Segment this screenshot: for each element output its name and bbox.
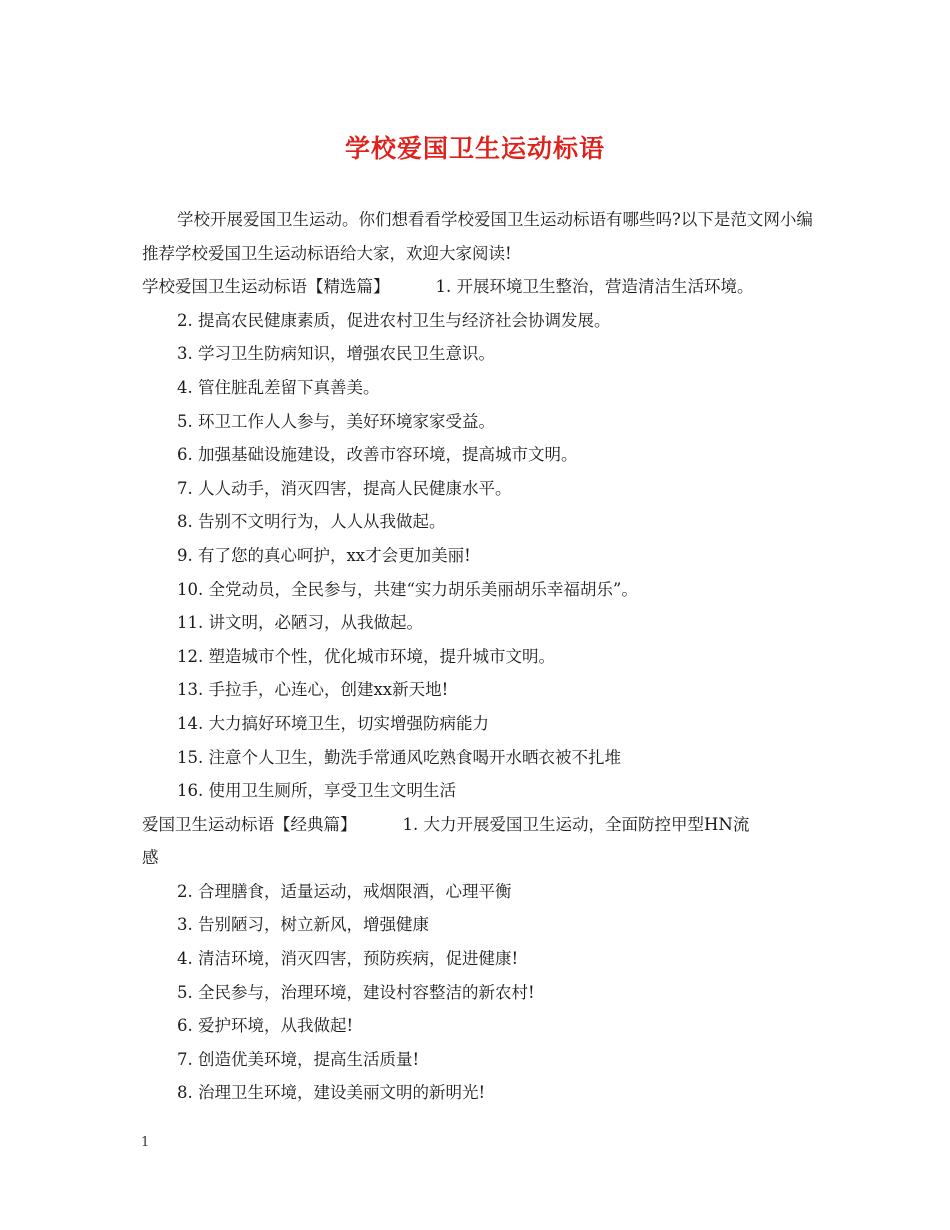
section1-item: 12. 塑造城市个性，优化城市环境，提升城市文明。	[177, 646, 555, 666]
section2-heading-line	[142, 808, 822, 842]
section1-item: 3. 学习卫生防病知识，增强农民卫生意识。	[177, 344, 495, 364]
section1-item: 9. 有了您的真心呵护，xx才会更加美丽!	[177, 545, 471, 565]
section1-item: 2. 提高农民健康素质，促进农村卫生与经济社会协调发展。	[177, 310, 611, 330]
section1-item: 13. 手拉手，心连心，创建xx新天地!	[177, 680, 449, 700]
section1-item: 14. 大力搞好环境卫生，切实增强防病能力	[177, 713, 489, 733]
section2-item-1-continued: 感	[142, 848, 159, 868]
section1-list	[142, 304, 822, 808]
section2-item: 6. 爱护环境，从我做起!	[177, 1016, 354, 1036]
section2-item: 8. 治理卫生环境，建设美丽文明的新明光!	[177, 1083, 486, 1103]
intro-paragraph: 学校开展爱国卫生运动。你们想看看学校爱国卫生运动标语有哪些吗?以下是范文网小编推荐学校爱国卫生运动标语给大家，欢迎大家阅读!	[142, 210, 813, 263]
section2-item: 2. 合理膳食，适量运动，戒烟限酒，心理平衡	[177, 881, 512, 901]
section2-item: 7. 创造优美环境，提高生活质量!	[177, 1049, 420, 1069]
document-body	[142, 203, 822, 1110]
section1-heading: 学校爱国卫生运动标语【精选篇】	[142, 277, 390, 297]
section1-item: 6. 加强基础设施建设，改善市容环境，提高城市文明。	[177, 445, 578, 465]
page-number: 1	[141, 1135, 150, 1150]
document-title: 学校爱国卫生运动标语	[344, 134, 605, 163]
section1-item: 11. 讲文明，必陋习，从我做起。	[177, 613, 423, 633]
section2-list	[142, 875, 822, 1110]
section1-item: 8. 告别不文明行为，人人从我做起。	[177, 512, 446, 532]
section2-heading: 爱国卫生运动标语【经典篇】	[142, 814, 357, 834]
section1-item: 5. 环卫工作人人参与，美好环境家家受益。	[177, 411, 495, 431]
section1-item: 10. 全党动员，全民参与，共建“实力胡乐美丽胡乐幸福胡乐”。	[177, 579, 638, 599]
section1-item: 15. 注意个人卫生，勤洗手常通风吃熟食喝开水晒衣被不扎堆	[177, 747, 621, 767]
section1-item: 4. 管住脏乱差留下真善美。	[177, 377, 380, 397]
section2-item: 3. 告别陋习，树立新风，增强健康	[177, 915, 429, 935]
section1-item: 16. 使用卫生厕所，享受卫生文明生活	[177, 781, 456, 801]
section2-item: 5. 全民参与，治理环境，建设村容整洁的新农村!	[177, 982, 535, 1002]
section2-item: 4. 清洁环境，消灭四害，预防疾病，促进健康!	[177, 949, 519, 969]
section1-item-1: 1. 开展环境卫生整治，营造清洁生活环境。	[435, 277, 754, 297]
section1-item: 7. 人人动手，消灭四害，提高人民健康水平。	[177, 478, 512, 498]
section1-heading-line	[142, 270, 822, 304]
section2-item-1: 1. 大力开展爱国卫生运动，全面防控甲型HN流	[402, 814, 750, 834]
